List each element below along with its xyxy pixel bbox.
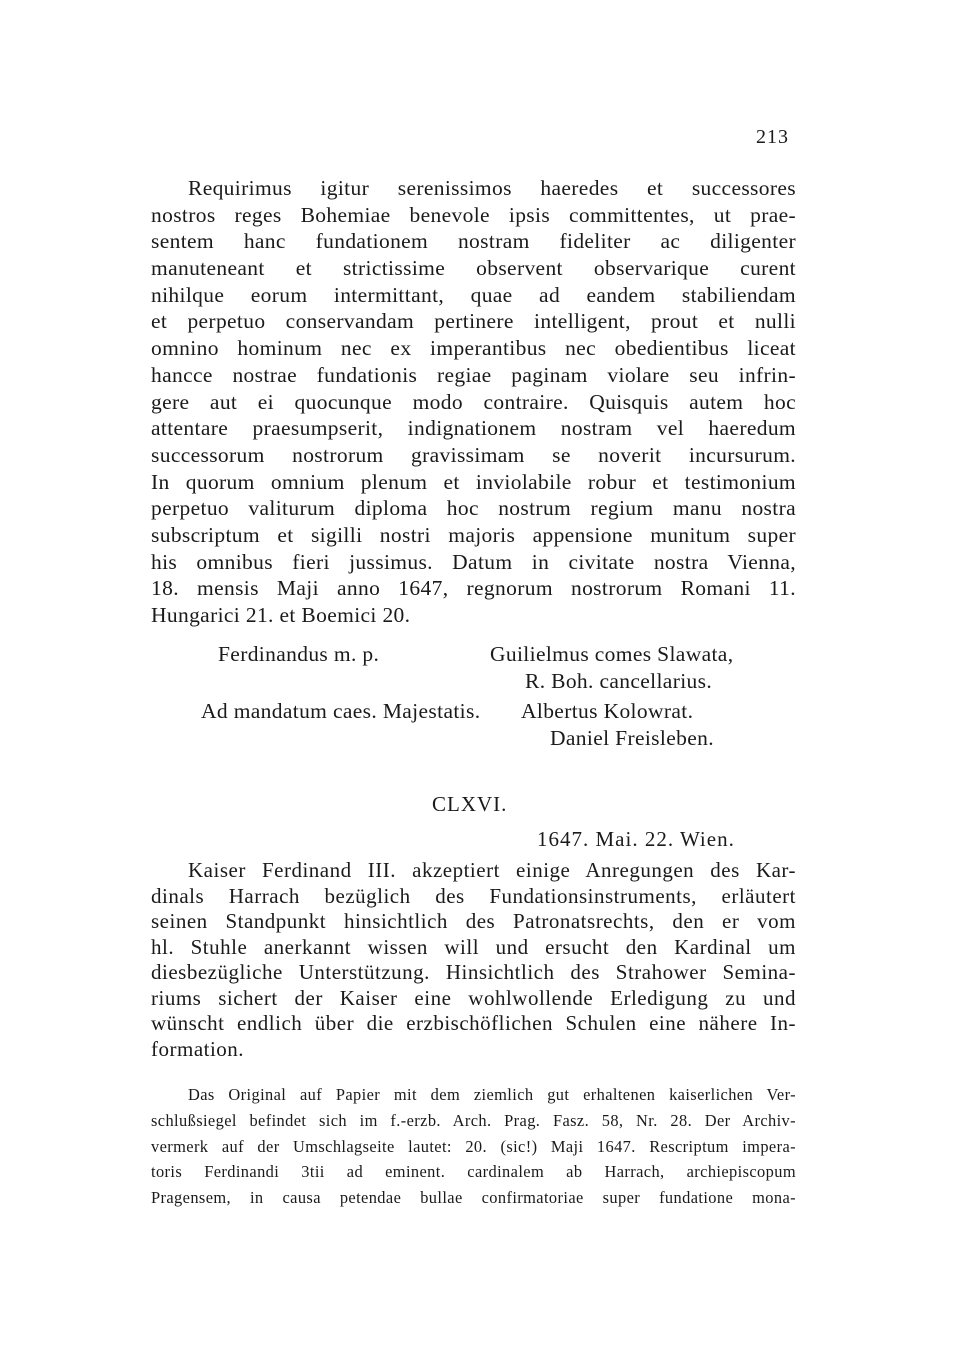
summary-line: seinen Standpunkt hinsichtlich des Patronatsrechts, den er vom (151, 909, 796, 933)
body-line: perpetuo valiturum diploma hoc nostrum regium manu nostra (151, 496, 796, 521)
note-line: vermerk auf der Umschlagseite lautet: 20. (sic!) Maji 1647. Rescriptum impera- (151, 1136, 796, 1156)
body-line: sentem hanc fundationem nostram fideliter ac diligenter (151, 229, 796, 254)
footnote-text (151, 1082, 796, 1211)
signature-freisleben: Daniel Freisleben. (550, 726, 714, 750)
body-text (151, 175, 796, 629)
signature-kolowrat: Albertus Kolowrat. (521, 699, 694, 723)
summary-line: Kaiser Ferdinand III. akzeptiert einige Anregungen des Kar- (188, 858, 796, 882)
body-line: subscriptum et sigilli nostri majoris appensione munitum super (151, 522, 796, 547)
summary-line: dinals Harrach bezüglich des Fundationsinstruments, erläutert (151, 883, 796, 908)
dateline: 1647. Mai. 22. Wien. (537, 827, 735, 851)
summary-line: diesbezügliche Unterstützung. Hinsichtlich des Strahower Semina- (151, 960, 796, 984)
note-line: Pragensem, in causa petendae bullae confirmatoriae super fundatione mona- (151, 1188, 796, 1208)
body-line: nihilque eorum intermittant, quae ad eandem stabiliendam (151, 282, 796, 307)
document-number: CLXVI. (432, 792, 508, 816)
body-line: In quorum omnium plenum et inviolabile robur et testimonium (151, 469, 796, 494)
signature-slawata: Guilielmus comes Slawata, (490, 642, 734, 666)
body-line: successorum nostrorum gravissimam se noverit incursurum. (151, 442, 796, 467)
summary-text (151, 858, 796, 1062)
body-line: gere aut ei quocunque modo contraire. Quisquis autem hoc (151, 389, 796, 414)
body-line: his omnibus fieri jussimus. Datum in civitate nostra Vienna, (151, 549, 796, 574)
signature-ferdinandus: Ferdinandus m. p. (218, 642, 380, 666)
body-line: nostros reges Bohemiae benevole ipsis committentes, ut prae- (151, 202, 796, 227)
note-line: Das Original auf Papier mit dem ziemlich gut erhaltenen kaiserlichen Ver- (188, 1085, 796, 1104)
body-line: Requirimus igitur serenissimos haeredes et successores (188, 176, 796, 200)
summary-line: formation. (151, 1036, 245, 1061)
note-line: toris Ferdinandi 3tii ad eminent. cardinalem ab Harrach, archiepiscopum (151, 1162, 796, 1182)
page-number: 213 (756, 126, 789, 148)
body-line: 18. mensis Maji anno 1647, regnorum nostrorum Romani 11. (151, 576, 796, 601)
body-line: omnino hominum nec ex imperantibus nec obedientibus liceat (151, 336, 796, 361)
note-line: schlußsiegel befindet sich im f.-erzb. Arch. Prag. Fasz. 58, Nr. 28. Der Archiv- (151, 1110, 796, 1130)
summary-line: wünscht endlich über die erzbischöflichen Schulen eine nähere In- (151, 1011, 796, 1035)
summary-line: hl. Stuhle anerkannt wissen will und ersucht den Kardinal um (151, 934, 796, 959)
body-line: attentare praesumpserit, indignationem nostram vel haeredum (151, 416, 796, 441)
body-line: hancce nostrae fundationis regiae paginam violare seu infrin- (151, 362, 796, 387)
body-line: Hungarici 21. et Boemici 20. (151, 603, 411, 627)
summary-line: riums sichert der Kaiser eine wohlwollende Erledigung zu und (151, 985, 796, 1010)
body-line: manuteneant et strictissime observent observarique curent (151, 256, 796, 281)
signature-mandate: Ad mandatum caes. Majestatis. (201, 699, 481, 723)
signature-slawata-title: R. Boh. cancellarius. (525, 669, 713, 693)
body-line: et perpetuo conservandam pertinere intelligent, prout et nulli (151, 309, 796, 334)
